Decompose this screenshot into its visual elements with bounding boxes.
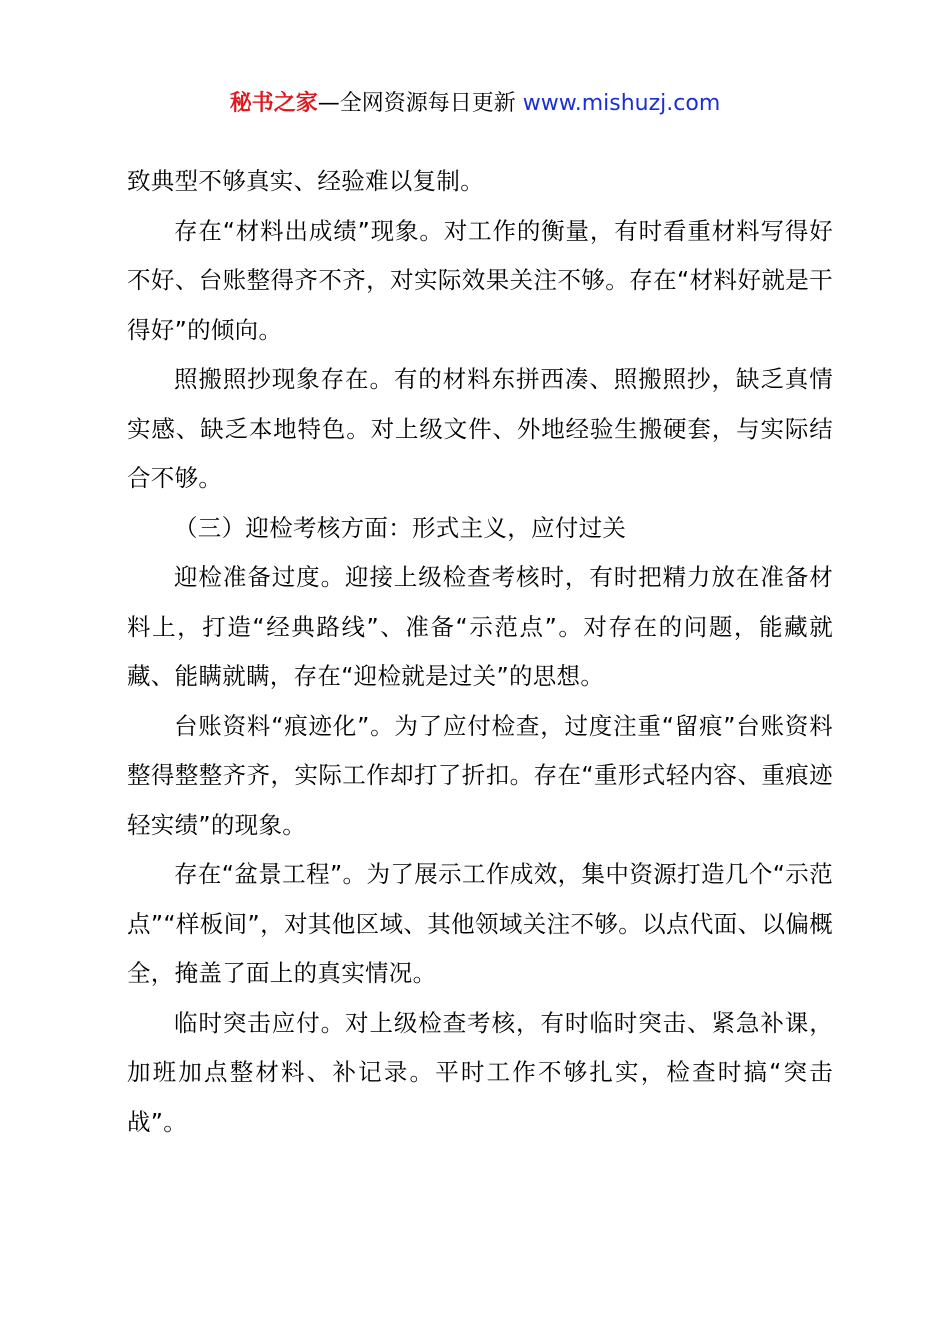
paragraph: 临时突击应付。对上级检查考核，有时临时突击、紧急补课，加班加点整材料、补记录。平时工作不够扎实，检查时搞“突击战”。 — [127, 1008, 833, 1136]
header-tagline: —全网资源每日更新 — [317, 91, 523, 116]
paragraph: 存在“盆景工程”。为了展示工作成效，集中资源打造几个“示范点”“样板间”，对其他区域、其他领域关注不够。以点代面、以偏概全，掩盖了面上的真实情况。 — [127, 860, 833, 987]
site-header — [0, 88, 950, 120]
section-heading: （三）迎检考核方面：形式主义，应付过关 — [174, 513, 627, 542]
paragraph: 迎检准备过度。迎接上级检查考核时，有时把精力放在准备材料上，打造“经典路线”、准备“示范点”。对存在的问题，能藏就藏、能瞒就瞒，存在“迎检就是过关”的思想。 — [127, 563, 833, 690]
site-url[interactable]: www.mishuzj.com — [522, 91, 721, 116]
document-body — [127, 157, 833, 1147]
paragraph-continuation: 致典型不够真实、经验难以复制。 — [127, 167, 484, 195]
paragraph: 存在“材料出成绩”现象。对工作的衡量，有时看重材料写得好不好、台账整得齐不齐，对实际效果关注不够。存在“材料好就是干得好”的倾向。 — [127, 216, 833, 344]
paragraph: 台账资料“痕迹化”。为了应付检查，过度注重“留痕”台账资料整得整整齐齐，实际工作却打了折扣。存在“重形式轻内容、重痕迹轻实绩”的现象。 — [127, 711, 833, 839]
paragraph: 照搬照抄现象存在。有的材料东拼西凑、照搬照抄，缺乏真情实感、缺乏本地特色。对上级文件、外地经验生搬硬套，与实际结合不够。 — [127, 365, 833, 492]
brand-name: 秘书之家 — [229, 91, 318, 116]
